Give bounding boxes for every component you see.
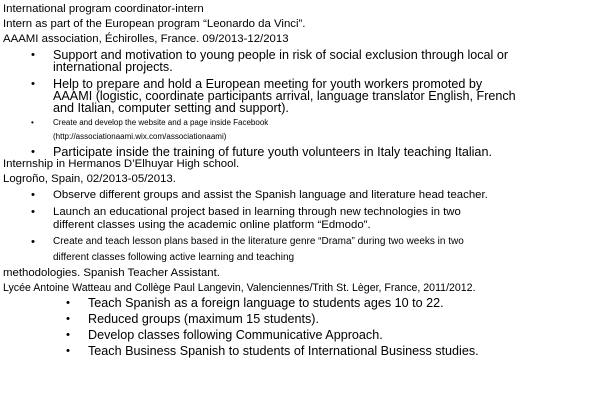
bullet-text: Support and motivation to young people in risk of social exclusion through local or <box>53 48 509 62</box>
bullet-marker: • <box>31 78 35 90</box>
bullet-text: Launch an educational project based in learning through new technologies in two <box>53 206 461 218</box>
bullet-marker: • <box>66 345 70 357</box>
bullet-marker: • <box>66 297 70 309</box>
bullet-text: Observe different groups and assist the Spanish language and literature head teacher. <box>53 189 488 201</box>
bullet-text: Create and teach lesson plans based in the literature genre “Drama” during two weeks in two <box>53 236 464 247</box>
bullet-marker: • <box>31 236 35 248</box>
job-location-date: Logroño, Spain, 02/2013-05/2013. <box>3 173 176 185</box>
job-title: methodologies. Spanish Teacher Assistant. <box>3 267 220 279</box>
bullet-text: (http://associationaami.wix.com/associationaami) <box>53 132 227 141</box>
bullet-text: different classes using the academic online platform “Edmodo”. <box>53 219 371 231</box>
bullet-marker: • <box>31 146 35 158</box>
bullet-text: Develop classes following Communicative Approach. <box>88 328 383 342</box>
bullet-text: different classes following active learning and teaching <box>53 252 295 263</box>
bullet-marker: • <box>66 329 70 341</box>
bullet-text: Reduced groups (maximum 15 students). <box>88 312 319 326</box>
bullet-marker: • <box>31 189 35 201</box>
job-location-date: Lycée Antoine Watteau and Collège Paul Langevin, Valenciennes/Trith St. Lèger, France, 2011/2012. <box>3 282 476 294</box>
bullet-marker: • <box>31 206 35 218</box>
bullet-text: Teach Business Spanish to students of International Business studies. <box>88 344 479 358</box>
job-description: Intern as part of the European program “Leonardo da Vinci”. <box>3 18 306 30</box>
bullet-marker: • <box>31 118 34 127</box>
bullet-text: Teach Spanish as a foreign language to students ages 10 to 22. <box>88 296 444 310</box>
job-title: Internship in Hermanos D’Elhuyar High school. <box>3 158 240 170</box>
bullet-marker: • <box>31 49 35 61</box>
bullet-text: international projects. <box>53 60 173 74</box>
job-location-date: AAAMI association, Échirolles, France. 09/2013-12/2013 <box>3 33 289 45</box>
bullet-text: Help to prepare and hold a European meeting for youth workers promoted by <box>53 77 483 91</box>
job-title: International program coordinator-intern <box>3 3 204 15</box>
bullet-text: Create and develop the website and a page inside Facebook <box>53 118 269 127</box>
bullet-text: Participate inside the training of future youth volunteers in Italy teaching Italian. <box>53 145 492 159</box>
bullet-text: and Italian, computer setting and support). <box>53 101 289 115</box>
bullet-marker: • <box>66 313 70 325</box>
bullet-text: AAAMI (logistic, coordinate participants arrival, language translator English, French <box>53 89 516 103</box>
